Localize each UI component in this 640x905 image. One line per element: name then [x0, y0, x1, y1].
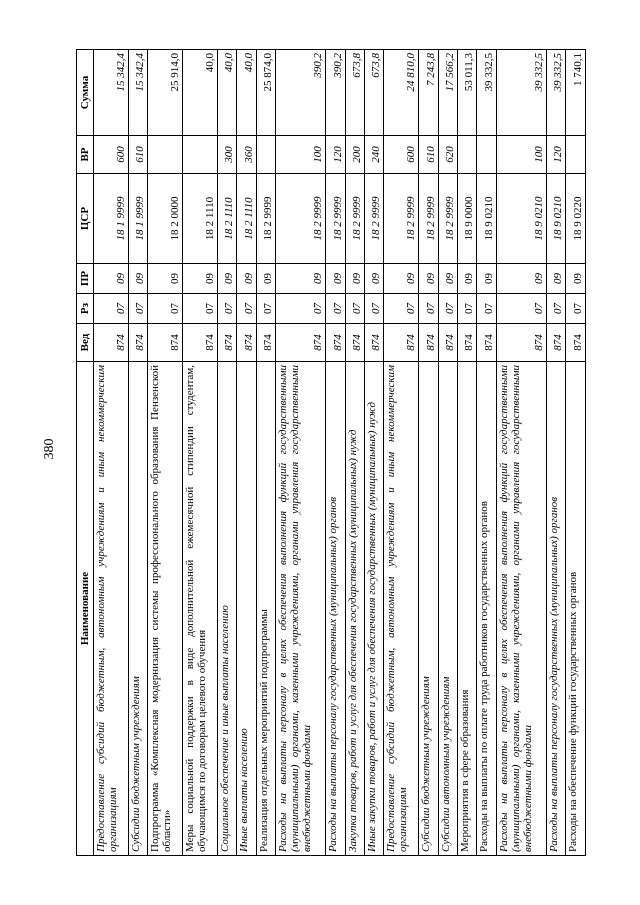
table-header-row [77, 50, 94, 856]
cell-rz: 07 [345, 294, 364, 324]
cell-pr: 09 [365, 264, 384, 294]
cell-csr: 18 2 9999 [345, 174, 364, 264]
cell-ved: 874 [496, 324, 546, 362]
cell-name: Субсидии бюджетным учреждениям [419, 362, 438, 856]
cell-rz: 07 [384, 294, 419, 324]
cell-ved: 874 [326, 324, 345, 362]
cell-ved: 874 [183, 324, 218, 362]
table-row [326, 50, 345, 856]
table-row [276, 50, 326, 856]
table-row [365, 50, 384, 856]
cell-sum: 24 810,0 [384, 50, 419, 136]
cell-rz: 07 [496, 294, 546, 324]
cell-ved: 874 [566, 324, 586, 362]
cell-rz: 07 [276, 294, 326, 324]
table-row [345, 50, 364, 856]
cell-sum: 7 243,8 [419, 50, 438, 136]
cell-vr: 600 [94, 136, 129, 174]
cell-vr [148, 136, 183, 174]
cell-ved: 874 [547, 324, 566, 362]
cell-csr: 18 2 9999 [256, 174, 275, 264]
cell-csr: 18 2 1110 [217, 174, 236, 264]
header-vr: ВР [77, 136, 94, 174]
table-row [547, 50, 566, 856]
cell-sum: 390,2 [326, 50, 345, 136]
cell-csr: 18 9 0210 [477, 174, 496, 264]
cell-csr: 18 2 9999 [326, 174, 345, 264]
cell-csr: 18 2 9999 [438, 174, 457, 264]
cell-ved: 874 [128, 324, 147, 362]
table-row [128, 50, 147, 856]
cell-sum: 15 342,4 [94, 50, 129, 136]
table-row [217, 50, 236, 856]
cell-vr: 120 [547, 136, 566, 174]
rotated-page-content [76, 50, 586, 856]
cell-rz: 07 [458, 294, 477, 324]
cell-csr: 18 2 0000 [148, 174, 183, 264]
cell-ved: 874 [276, 324, 326, 362]
cell-vr [566, 136, 586, 174]
cell-vr [458, 136, 477, 174]
cell-pr: 09 [345, 264, 364, 294]
cell-rz: 07 [217, 294, 236, 324]
cell-sum: 17 566,2 [438, 50, 457, 136]
cell-name: Меры социальной поддержки в виде дополнительной ежемесячной стипендии студентам, обучающимся по договорам целевого обучения [183, 362, 218, 856]
cell-vr: 100 [276, 136, 326, 174]
cell-vr: 620 [438, 136, 457, 174]
cell-vr: 120 [326, 136, 345, 174]
cell-name: Расходы на выплаты персоналу государственных (муниципальных) органов [547, 362, 566, 856]
cell-pr: 09 [496, 264, 546, 294]
cell-csr: 18 2 1110 [237, 174, 256, 264]
cell-sum: 40,0 [237, 50, 256, 136]
cell-name: Расходы на выплаты по оплате труда работников государственных органов [477, 362, 496, 856]
cell-csr: 18 2 9999 [419, 174, 438, 264]
cell-csr: 18 1 9999 [128, 174, 147, 264]
cell-name: Мероприятия в сфере образования [458, 362, 477, 856]
cell-name: Подпрограмма «Комплексная модернизация системы профессионального образования Пензенской области» [148, 362, 183, 856]
cell-pr: 09 [237, 264, 256, 294]
table-row [477, 50, 496, 856]
cell-name: Иные выплаты населению [237, 362, 256, 856]
cell-rz: 07 [128, 294, 147, 324]
cell-name: Предоставление субсидий бюджетным, автономным учреждениям и иным некоммерческим организациям [94, 362, 129, 856]
cell-csr: 18 1 9999 [94, 174, 129, 264]
table-row [148, 50, 183, 856]
cell-sum: 40,0 [183, 50, 218, 136]
cell-sum: 39 332,5 [547, 50, 566, 136]
cell-csr: 18 9 0220 [566, 174, 586, 264]
cell-sum: 40,0 [217, 50, 236, 136]
cell-csr: 18 9 0210 [496, 174, 546, 264]
cell-pr: 09 [94, 264, 129, 294]
header-rz: Рз [77, 294, 94, 324]
cell-sum: 673,8 [345, 50, 364, 136]
cell-name: Расходы на обеспечение функций государственных органов [566, 362, 586, 856]
cell-ved: 874 [384, 324, 419, 362]
cell-pr: 09 [128, 264, 147, 294]
cell-vr: 600 [384, 136, 419, 174]
cell-name: Иные закупки товаров, работ и услуг для обеспечения государственных (муниципальных) нужд [365, 362, 384, 856]
cell-sum: 1 740,1 [566, 50, 586, 136]
cell-sum: 39 332,5 [477, 50, 496, 136]
cell-name: Расходы на выплаты персоналу в целях обеспечения выполнения функций государственными (муниципальными) органами, казенными учреждениями, органами управления государственными внебюджетными фондами [276, 362, 326, 856]
table-body [94, 50, 586, 856]
cell-ved: 874 [256, 324, 275, 362]
cell-rz: 07 [94, 294, 129, 324]
cell-pr: 09 [256, 264, 275, 294]
cell-ved: 874 [477, 324, 496, 362]
header-sum: Сумма [77, 50, 94, 136]
cell-ved: 874 [419, 324, 438, 362]
cell-name: Расходы на выплаты персоналу государственных (муниципальных) органов [326, 362, 345, 856]
cell-vr: 300 [217, 136, 236, 174]
cell-ved: 874 [458, 324, 477, 362]
cell-rz: 07 [148, 294, 183, 324]
cell-name: Расходы на выплаты персоналу в целях обеспечения выполнения функций государственными (муниципальными) органами, казенными учреждениями, органами управления государственными внебюджетными фондами [496, 362, 546, 856]
table-row [183, 50, 218, 856]
cell-rz: 07 [419, 294, 438, 324]
cell-vr [477, 136, 496, 174]
cell-vr: 200 [345, 136, 364, 174]
header-pr: ПР [77, 264, 94, 294]
table-row [419, 50, 438, 856]
cell-ved: 874 [365, 324, 384, 362]
cell-vr: 610 [419, 136, 438, 174]
header-name: Наименование [77, 362, 94, 856]
cell-pr: 09 [419, 264, 438, 294]
cell-sum: 25 874,0 [256, 50, 275, 136]
cell-name: Социальное обеспечение и иные выплаты населению [217, 362, 236, 856]
cell-pr: 09 [217, 264, 236, 294]
cell-pr: 09 [566, 264, 586, 294]
cell-ved: 874 [237, 324, 256, 362]
table-row [458, 50, 477, 856]
cell-sum: 673,8 [365, 50, 384, 136]
cell-pr: 09 [384, 264, 419, 294]
header-csr: ЦСР [77, 174, 94, 264]
cell-vr: 360 [237, 136, 256, 174]
cell-csr: 18 9 0000 [458, 174, 477, 264]
cell-sum: 25 914,0 [148, 50, 183, 136]
cell-vr: 240 [365, 136, 384, 174]
cell-pr: 09 [148, 264, 183, 294]
table-row [496, 50, 546, 856]
cell-pr: 09 [438, 264, 457, 294]
table-row [438, 50, 457, 856]
table-row [384, 50, 419, 856]
cell-name: Закупка товаров, работ и услуг для обеспечения государственных (муниципальных) нужд [345, 362, 364, 856]
cell-sum: 15 342,4 [128, 50, 147, 136]
cell-ved: 874 [217, 324, 236, 362]
cell-rz: 07 [183, 294, 218, 324]
cell-rz: 07 [365, 294, 384, 324]
cell-name: Предоставление субсидий бюджетным, автономным учреждениям и иным некоммерческим организациям [384, 362, 419, 856]
cell-vr [183, 136, 218, 174]
table-row [94, 50, 129, 856]
cell-rz: 07 [326, 294, 345, 324]
cell-csr: 18 2 9999 [384, 174, 419, 264]
cell-name: Субсидии автономным учреждениям [438, 362, 457, 856]
cell-ved: 874 [345, 324, 364, 362]
cell-rz: 07 [237, 294, 256, 324]
page-number: 380 [42, 438, 57, 460]
header-ved: Вед [77, 324, 94, 362]
cell-name: Реализация отдельных мероприятий подпрограммы [256, 362, 275, 856]
cell-ved: 874 [438, 324, 457, 362]
budget-table [76, 49, 586, 856]
cell-pr: 09 [276, 264, 326, 294]
cell-csr: 18 2 9999 [365, 174, 384, 264]
cell-pr: 09 [477, 264, 496, 294]
cell-csr: 18 2 9999 [276, 174, 326, 264]
cell-vr: 610 [128, 136, 147, 174]
cell-vr [256, 136, 275, 174]
cell-rz: 07 [566, 294, 586, 324]
cell-pr: 09 [326, 264, 345, 294]
cell-pr: 09 [547, 264, 566, 294]
cell-pr: 09 [458, 264, 477, 294]
cell-name: Субсидии бюджетным учреждениям [128, 362, 147, 856]
cell-rz: 07 [438, 294, 457, 324]
cell-rz: 07 [256, 294, 275, 324]
cell-sum: 390,2 [276, 50, 326, 136]
cell-vr: 100 [496, 136, 546, 174]
cell-ved: 874 [148, 324, 183, 362]
cell-ved: 874 [94, 324, 129, 362]
cell-sum: 53 011,3 [458, 50, 477, 136]
cell-pr: 09 [183, 264, 218, 294]
cell-csr: 18 9 0210 [547, 174, 566, 264]
cell-sum: 39 332,5 [496, 50, 546, 136]
table-row [566, 50, 586, 856]
cell-rz: 07 [477, 294, 496, 324]
table-row [256, 50, 275, 856]
table-row [237, 50, 256, 856]
cell-csr: 18 2 1110 [183, 174, 218, 264]
cell-rz: 07 [547, 294, 566, 324]
